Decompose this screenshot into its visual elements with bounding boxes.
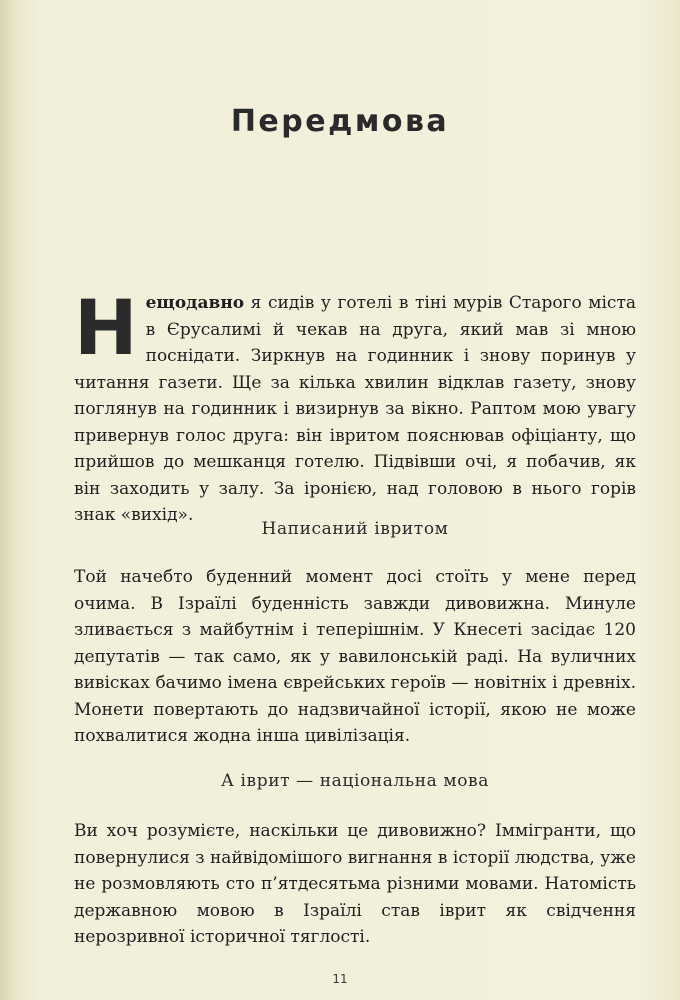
- paragraph-3: Ви хоч розумієте, наскільки це дивовижно? Іммігранти, що повернулися з найвідомішого вигнання в історії людства, уже не розмовляють сто п’ятдесятьма різними мовами. Натомість державною мовою в Ізраїлі став іврит як свідчення нерозривної історичної тяглості.: [74, 821, 636, 947]
- drop-cap: Н: [74, 283, 138, 372]
- paragraph-2: Той начебто буденний момент досі стоїть у мене перед очима. В Ізраїлі буденність завжди дивовижна. Минуле зливається з майбутнім і теперішнім. У Кнесеті засідає 120 депутатів — так само, як у вавилонській раді. На вуличних вивісках бачимо імена єврейських героїв — новітніх і древніх. Монети повертають до надзвичайної історії, якою не може похвалитися жодна інша цивілізація.: [74, 567, 636, 746]
- paragraph-1: [74, 283, 636, 529]
- lead-word: ещодавно: [145, 293, 245, 313]
- subheading-1: Написаний івритом: [261, 519, 449, 539]
- subheading-2: А іврит — національна мова: [221, 771, 489, 791]
- paragraph-1-text: я сидів у готелі в тіні мурів Старого міста в Єрусалимі й чекав на друга, який мав зі мною поснідати. Зиркнув на годинник і знову поринув у читання газети. Ще за кілька хвилин відклав газету, знову поглянув на годинник і визирнув за вікно. Раптом мою увагу привернув голос друга: він івритом пояснював офіціанту, що прийшов до мешканця готелю. Підвівши очі, я побачив, як він заходить у залу. За іронією, над головою в нього горів знак «вихід».: [74, 293, 636, 525]
- chapter-title: Передмова: [230, 104, 450, 139]
- page-number: 11: [332, 972, 348, 986]
